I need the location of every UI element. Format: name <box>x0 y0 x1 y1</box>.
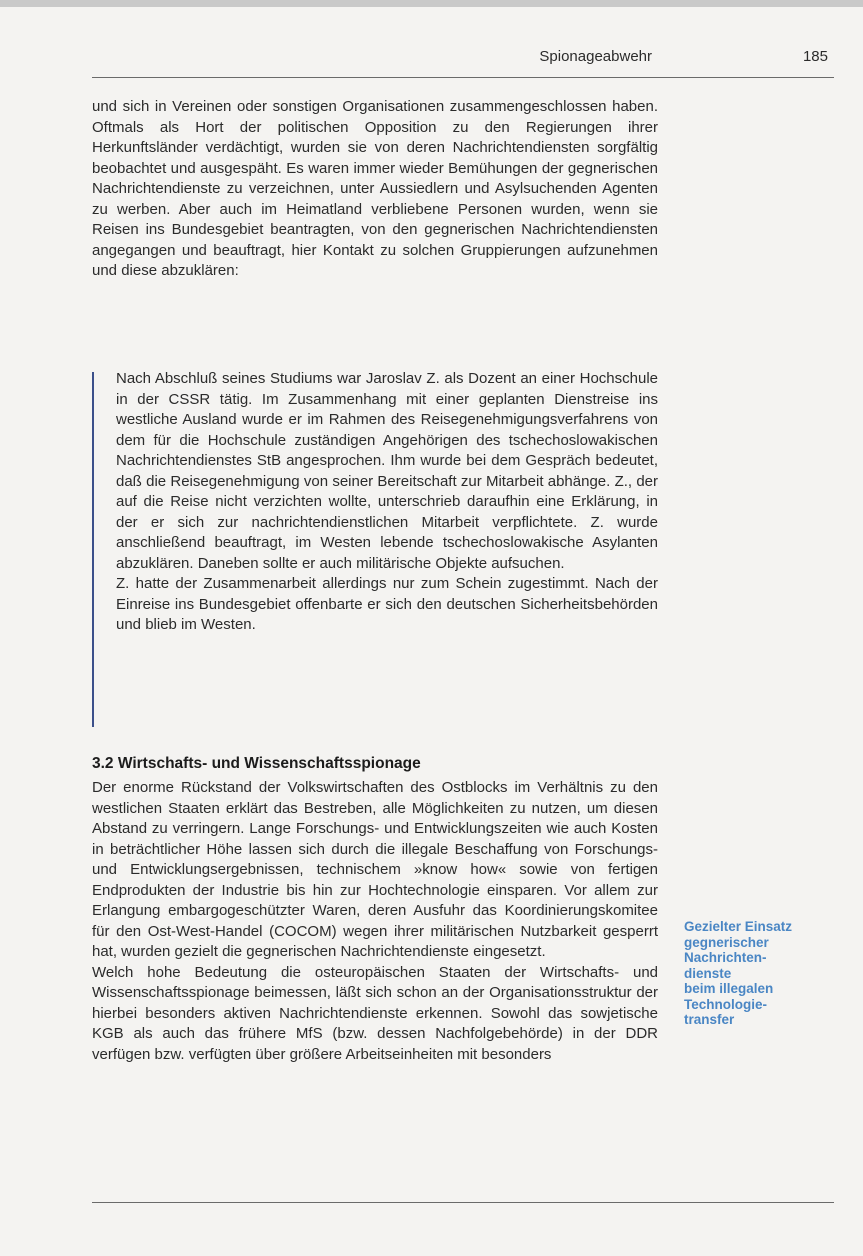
intro-paragraph-text: und sich in Vereinen oder sonstigen Organisationen zusammengeschlossen haben. Oftmals als Hort der politischen Opposition zu den Regierungen ihrer Herkunftsländer verdächtigt, wurden sie von deren Nachrichtendiensten sorgfältig beobachtet und ausgespäht. Es waren immer wieder Bemühungen der gegnerischen Nachrichtendienste zu verzeichnen, unter Aussiedlern und Asylsuchenden Agenten zu werben. Aber auch im Heimatland verbliebene Personen wurden, wenn sie Reisen ins Bundesgebiet beantragten, von den gegnerischen Nachrichtendiensten angegangen und beauftragt, hier Kontakt zu solchen Gruppierungen aufzunehmen und diese abzuklären: <box>92 98 658 279</box>
footer-rule <box>92 1202 834 1203</box>
case-example <box>92 369 658 636</box>
margin-note <box>684 919 834 1028</box>
case-example-bar <box>92 372 94 727</box>
margin-note-line: beim illegalen <box>684 981 774 996</box>
section-heading: 3.2 Wirtschafts- und Wissenschaftsspionage <box>92 755 421 772</box>
top-band <box>0 0 863 7</box>
margin-note-line: gegnerischer <box>684 934 769 950</box>
margin-note-line: Technologie- <box>684 996 767 1012</box>
intro-paragraph <box>92 97 658 282</box>
case-example-text <box>116 369 658 636</box>
case-example-paragraph-2: Z. hatte der Zusammenarbeit allerdings nur zum Schein zugestimmt. Nach der Einreise ins Bundesgebiet offenbarte er sich den deutschen Sicherheitsbehörden und blieb im Westen. <box>116 575 658 633</box>
margin-note-line: Nachrichten- <box>684 950 767 965</box>
margin-note-line: Gezielter Einsatz <box>684 919 793 934</box>
section-paragraph-2: Welch hohe Bedeutung die osteuropäischen Staaten der Wirtschafts- und Wissenschaftsspionage beimessen, läßt sich schon an der Organisationsstruktur der hierbei besonders aktiven Nachrichtendienste erkennen. Sowohl das sowjetische KGB als auch das frühere MfS (bzw. dessen Nachfolgebehörde) in der DDR verfügen bzw. verfügten über größere Arbeitseinheiten mit besonders <box>92 963 658 1063</box>
margin-note-line: transfer <box>684 1012 735 1027</box>
running-title: Spionageabwehr <box>539 48 652 65</box>
header-rule <box>92 77 834 78</box>
page-number: 185 <box>802 48 828 65</box>
case-example-paragraph-1: Nach Abschluß seines Studiums war Jaroslav Z. als Dozent an einer Hochschule in der CSSR tätig. Im Zusammenhang mit einer geplanten Dienstreise ins westliche Ausland wurde er im Rahmen des Reisegenehmigungsverfahrens von dem für die Hochschule zuständigen Angehörigen des tschechoslowakischen Nachrichtendienstes StB angesprochen. Ihm wurde bei dem Gespräch bedeutet, daß die Reisegenehmigung von seiner Bereitschaft zur Mitarbeit abhänge. Z., der auf die Reise nicht verzichten wollte, unterschrieb daraufhin eine Erklärung, in der er sich zur nachrichtendienstlichen Mitarbeit verpflichtete. Z. wurde anschließend beauftragt, im Westen lebende tschechoslowakische Asylanten abzuklären. Daneben sollte er auch militärische Objekte aufsuchen. <box>116 370 658 572</box>
section-paragraph-1: Der enorme Rückstand der Volkswirtschaften des Ostblocks im Verhältnis zu den westlichen Staaten erklärt das Bestreben, alle Möglichkeiten zu nutzen, um diesen Abstand zu verringern. Lange Forschungs- und Entwicklungszeiten wie auch Kosten in beträchtlicher Höhe lassen sich durch die illegale Beschaffung von Forschungs- und Entwicklungsergebnissen, technischem »know how« sowie von fertigen Endprodukten der Industrie bis hin zur Hochtechnologie einsparen. Vor allem zur Erlangung embargogeschützter Waren, deren Ausfuhr das Koordinierungskomitee für den Ost-West-Handel (COCOM) wegen ihrer militärischen Nutzbarkeit gesperrt hat, wurden gezielt die gegnerischen Nachrichtendienste eingesetzt. <box>92 779 658 960</box>
running-header <box>92 48 834 70</box>
margin-note-line: dienste <box>684 965 732 981</box>
section-body <box>92 778 658 1065</box>
